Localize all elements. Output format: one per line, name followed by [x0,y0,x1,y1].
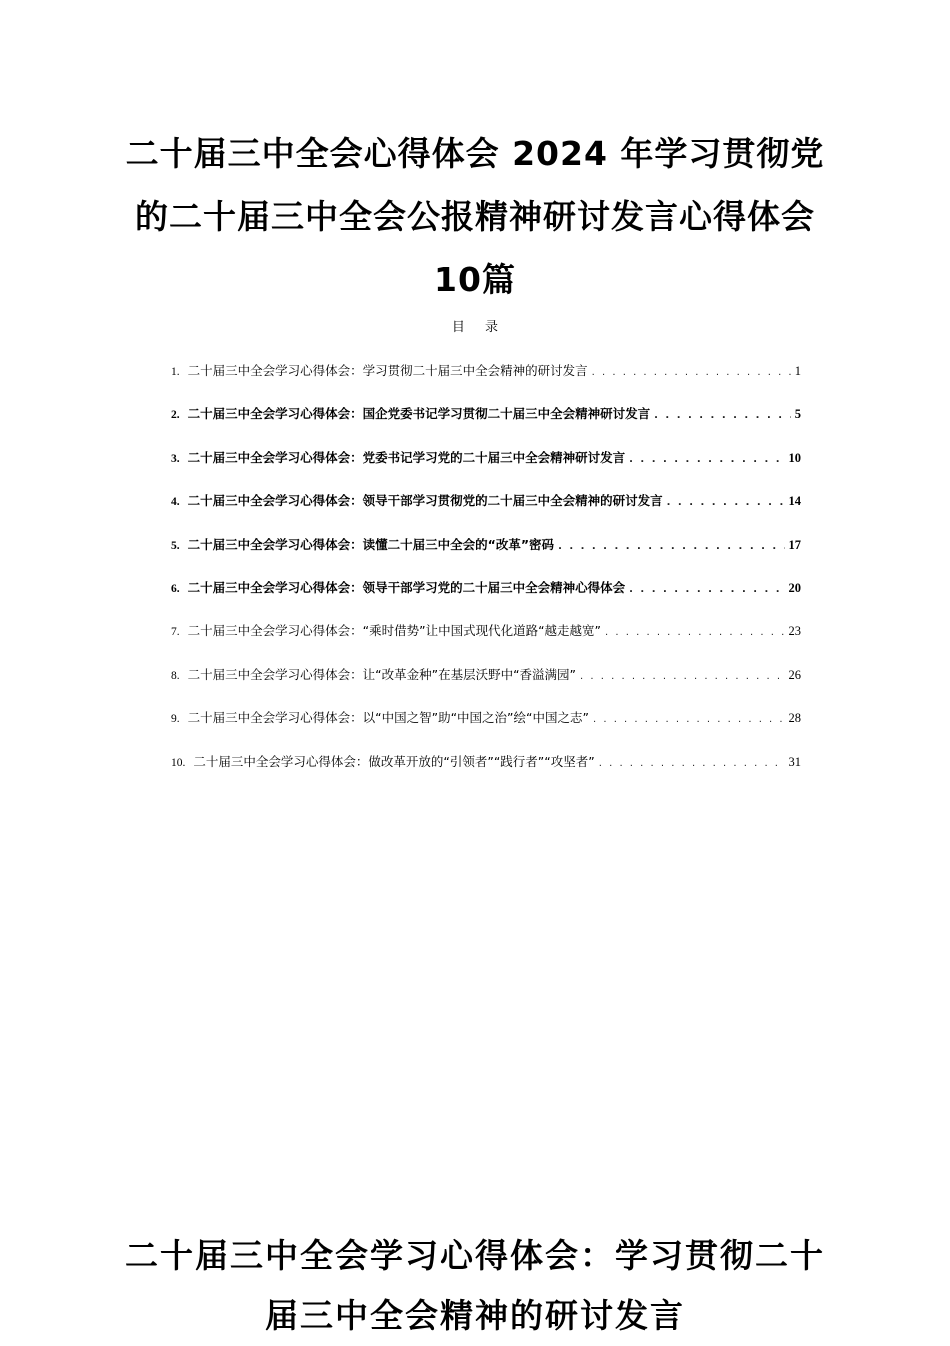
toc-item-page: 23 [788,624,801,639]
toc-item-page: 20 [788,580,801,595]
toc-item-page: 1 [794,364,801,378]
toc-item-text: 二十届三中全会学习心得体会：领导干部学习贯彻党的二十届三中全会精神的研讨发言 [187,493,663,509]
toc-item-number: 8. [171,669,180,682]
toc-item[interactable] [171,448,801,491]
toc-item-text: 二十届三中全会学习心得体会：做改革开放的“引领者”“践行者”“攻坚者” [193,753,595,769]
toc-item-number: 4. [171,496,180,509]
toc-item-page: 26 [788,667,801,682]
toc-item[interactable] [171,621,801,664]
toc-item-page: 5 [794,407,801,422]
toc-item-number: 10. [171,756,186,769]
toc-leader-dots [593,714,785,725]
toc-item[interactable] [171,361,801,404]
toc-item[interactable] [171,578,801,621]
toc-item-number: 3. [171,452,180,465]
toc-item-number: 1. [171,366,180,378]
toc-item-number: 7. [171,626,180,639]
toc-item-text: 二十届三中全会学习心得体会：读懂二十届三中全会的“改革”密码 [187,536,555,552]
toc-leader-dots [599,758,785,769]
toc-item-text: 二十届三中全会学习心得体会：党委书记学习党的二十届三中全会精神研讨发言 [187,449,626,465]
toc-item-number: 5. [171,539,180,552]
toc-item[interactable] [171,752,801,795]
toc-item-text: 二十届三中全会学习心得体会：学习贯彻二十届三中全会精神的研讨发言 [187,363,588,378]
toc-leader-dots [605,627,784,638]
toc-heading: 目 录 [451,320,507,335]
toc-leader-dots [667,497,785,508]
toc-item-page: 31 [788,754,801,769]
toc-item[interactable] [171,491,801,534]
toc-item-text: 二十届三中全会学习心得体会：以“中国之智”助“中国之治”绘“中国之志” [187,710,589,726]
toc-item-text: 二十届三中全会学习心得体会：让“改革金种”在基层沃野中“香溢满园” [187,666,577,682]
section-title: 二十届三中全会学习心得体会：学习贯彻二十届三中全会精神的研讨发言 [125,1236,825,1335]
toc-leader-dots [558,541,784,552]
toc-item-text: 二十届三中全会学习心得体会：国企党委书记学习贯彻二十届三中全会精神研讨发言 [187,406,651,422]
toc-item-text: 二十届三中全会学习心得体会：领导干部学习党的二十届三中全会精神心得体会 [187,579,626,595]
toc-item-number: 6. [171,582,180,595]
toc-leader-dots [580,671,784,682]
toc-item-text: 二十届三中全会学习心得体会：“乘时借势”让中国式现代化道路“越走越宽” [187,623,602,639]
toc-item-number: 9. [171,713,180,726]
toc-item-number: 2. [171,409,180,422]
toc-item[interactable] [171,404,801,447]
toc-item-page: 17 [788,537,801,552]
toc-leader-dots [629,454,784,465]
toc-item-page: 28 [788,711,801,726]
document-title: 二十届三中全会心得体会 2024 年学习贯彻党的二十届三中全会公报精神研讨发言心得体会 10篇 [125,134,825,299]
toc-item[interactable] [171,535,801,578]
toc-item[interactable] [171,665,801,708]
table-of-contents [171,361,801,795]
toc-leader-dots [592,367,791,378]
toc-leader-dots [629,584,784,595]
toc-item-page: 10 [788,450,801,465]
toc-item-page: 14 [788,494,801,509]
toc-leader-dots [654,410,791,421]
toc-item[interactable] [171,708,801,751]
